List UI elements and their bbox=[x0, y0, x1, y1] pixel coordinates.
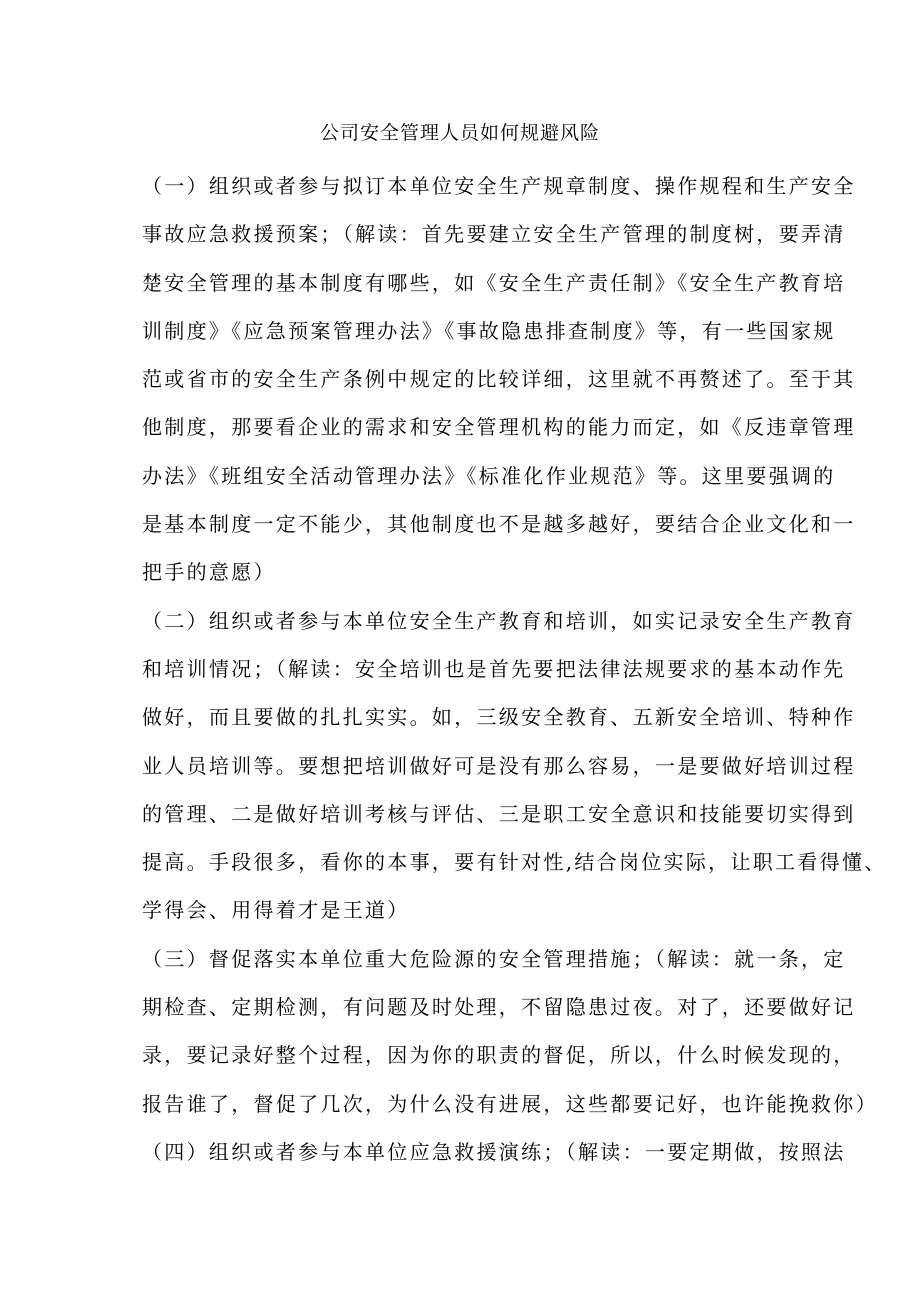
document-body bbox=[142, 162, 887, 1176]
paragraph-line: 录，要记录好整个过程，因为你的职责的督促，所以，什么时候发现的， bbox=[142, 1043, 856, 1068]
paragraph-line: 的管理、二是做好培训考核与评估、三是职工安全意识和技能要切实得到 bbox=[142, 801, 856, 826]
paragraph-3 bbox=[142, 935, 878, 1128]
paragraph-line: 期检查、定期检测，有问题及时处理，不留隐患过夜。对了，还要做好记 bbox=[142, 995, 856, 1020]
paragraph-1 bbox=[142, 162, 856, 597]
paragraph-line: 学得会、用得着才是王道） bbox=[142, 898, 410, 923]
paragraph-line: 范或省市的安全生产条例中规定的比较详细，这里就不再赘述了。至于其 bbox=[142, 367, 856, 392]
paragraph-line: 他制度，那要看企业的需求和安全管理机构的能力而定，如《反违章管理 bbox=[142, 415, 856, 440]
paragraph-line: （四）组织或者参与本单位应急救援演练；（解读：一要定期做，按照法 bbox=[142, 1139, 846, 1164]
paragraph-line: 报告谁了，督促了几次，为什么没有进展，这些都要记好，也许能挽救你） bbox=[142, 1091, 878, 1116]
paragraph-line: 办法》《班组安全活动管理办法》《标准化作业规范》等。这里要强调的 bbox=[142, 463, 836, 488]
paragraph-line: 做好，而且要做的扎扎实实。如，三级安全教育、五新安全培训、特种作 bbox=[142, 705, 856, 730]
document-title: 公司安全管理人员如何规避风险 bbox=[319, 122, 600, 144]
paragraph-line: 把手的意愿） bbox=[142, 560, 276, 585]
paragraph-line: （二）组织或者参与本单位安全生产教育和培训，如实记录安全生产教育 bbox=[142, 608, 856, 633]
paragraph-4 bbox=[142, 1128, 846, 1176]
paragraph-line: 事故应急救援预案；（解读：首先要建立安全生产管理的制度树，要弄清 bbox=[142, 222, 846, 247]
paragraph-line: 业人员培训等。要想把培训做好可是没有那么容易，一是要做好培训过程 bbox=[142, 753, 856, 778]
paragraph-line: （三）督促落实本单位重大危险源的安全管理措施；（解读：就一条，定 bbox=[142, 946, 846, 971]
paragraph-line: 和培训情况；（解读：安全培训也是首先要把法律法规要求的基本动作先 bbox=[142, 656, 846, 681]
paragraph-2 bbox=[142, 597, 887, 935]
paragraph-line: 提高。手段很多，看你的本事，要有针对性,结合岗位实际，让职工看得懂、 bbox=[142, 850, 887, 875]
paragraph-line: 训制度》《应急预案管理办法》《事故隐患排查制度》等，有一些国家规 bbox=[142, 318, 836, 343]
paragraph-line: 楚安全管理的基本制度有哪些，如《安全生产责任制》《安全生产教育培 bbox=[142, 270, 846, 295]
paragraph-line: 是基本制度一定不能少，其他制度也不是越多越好，要结合企业文化和一 bbox=[142, 512, 856, 537]
paragraph-line: （一）组织或者参与拟订本单位安全生产规章制度、操作规程和生产安全 bbox=[142, 174, 856, 198]
